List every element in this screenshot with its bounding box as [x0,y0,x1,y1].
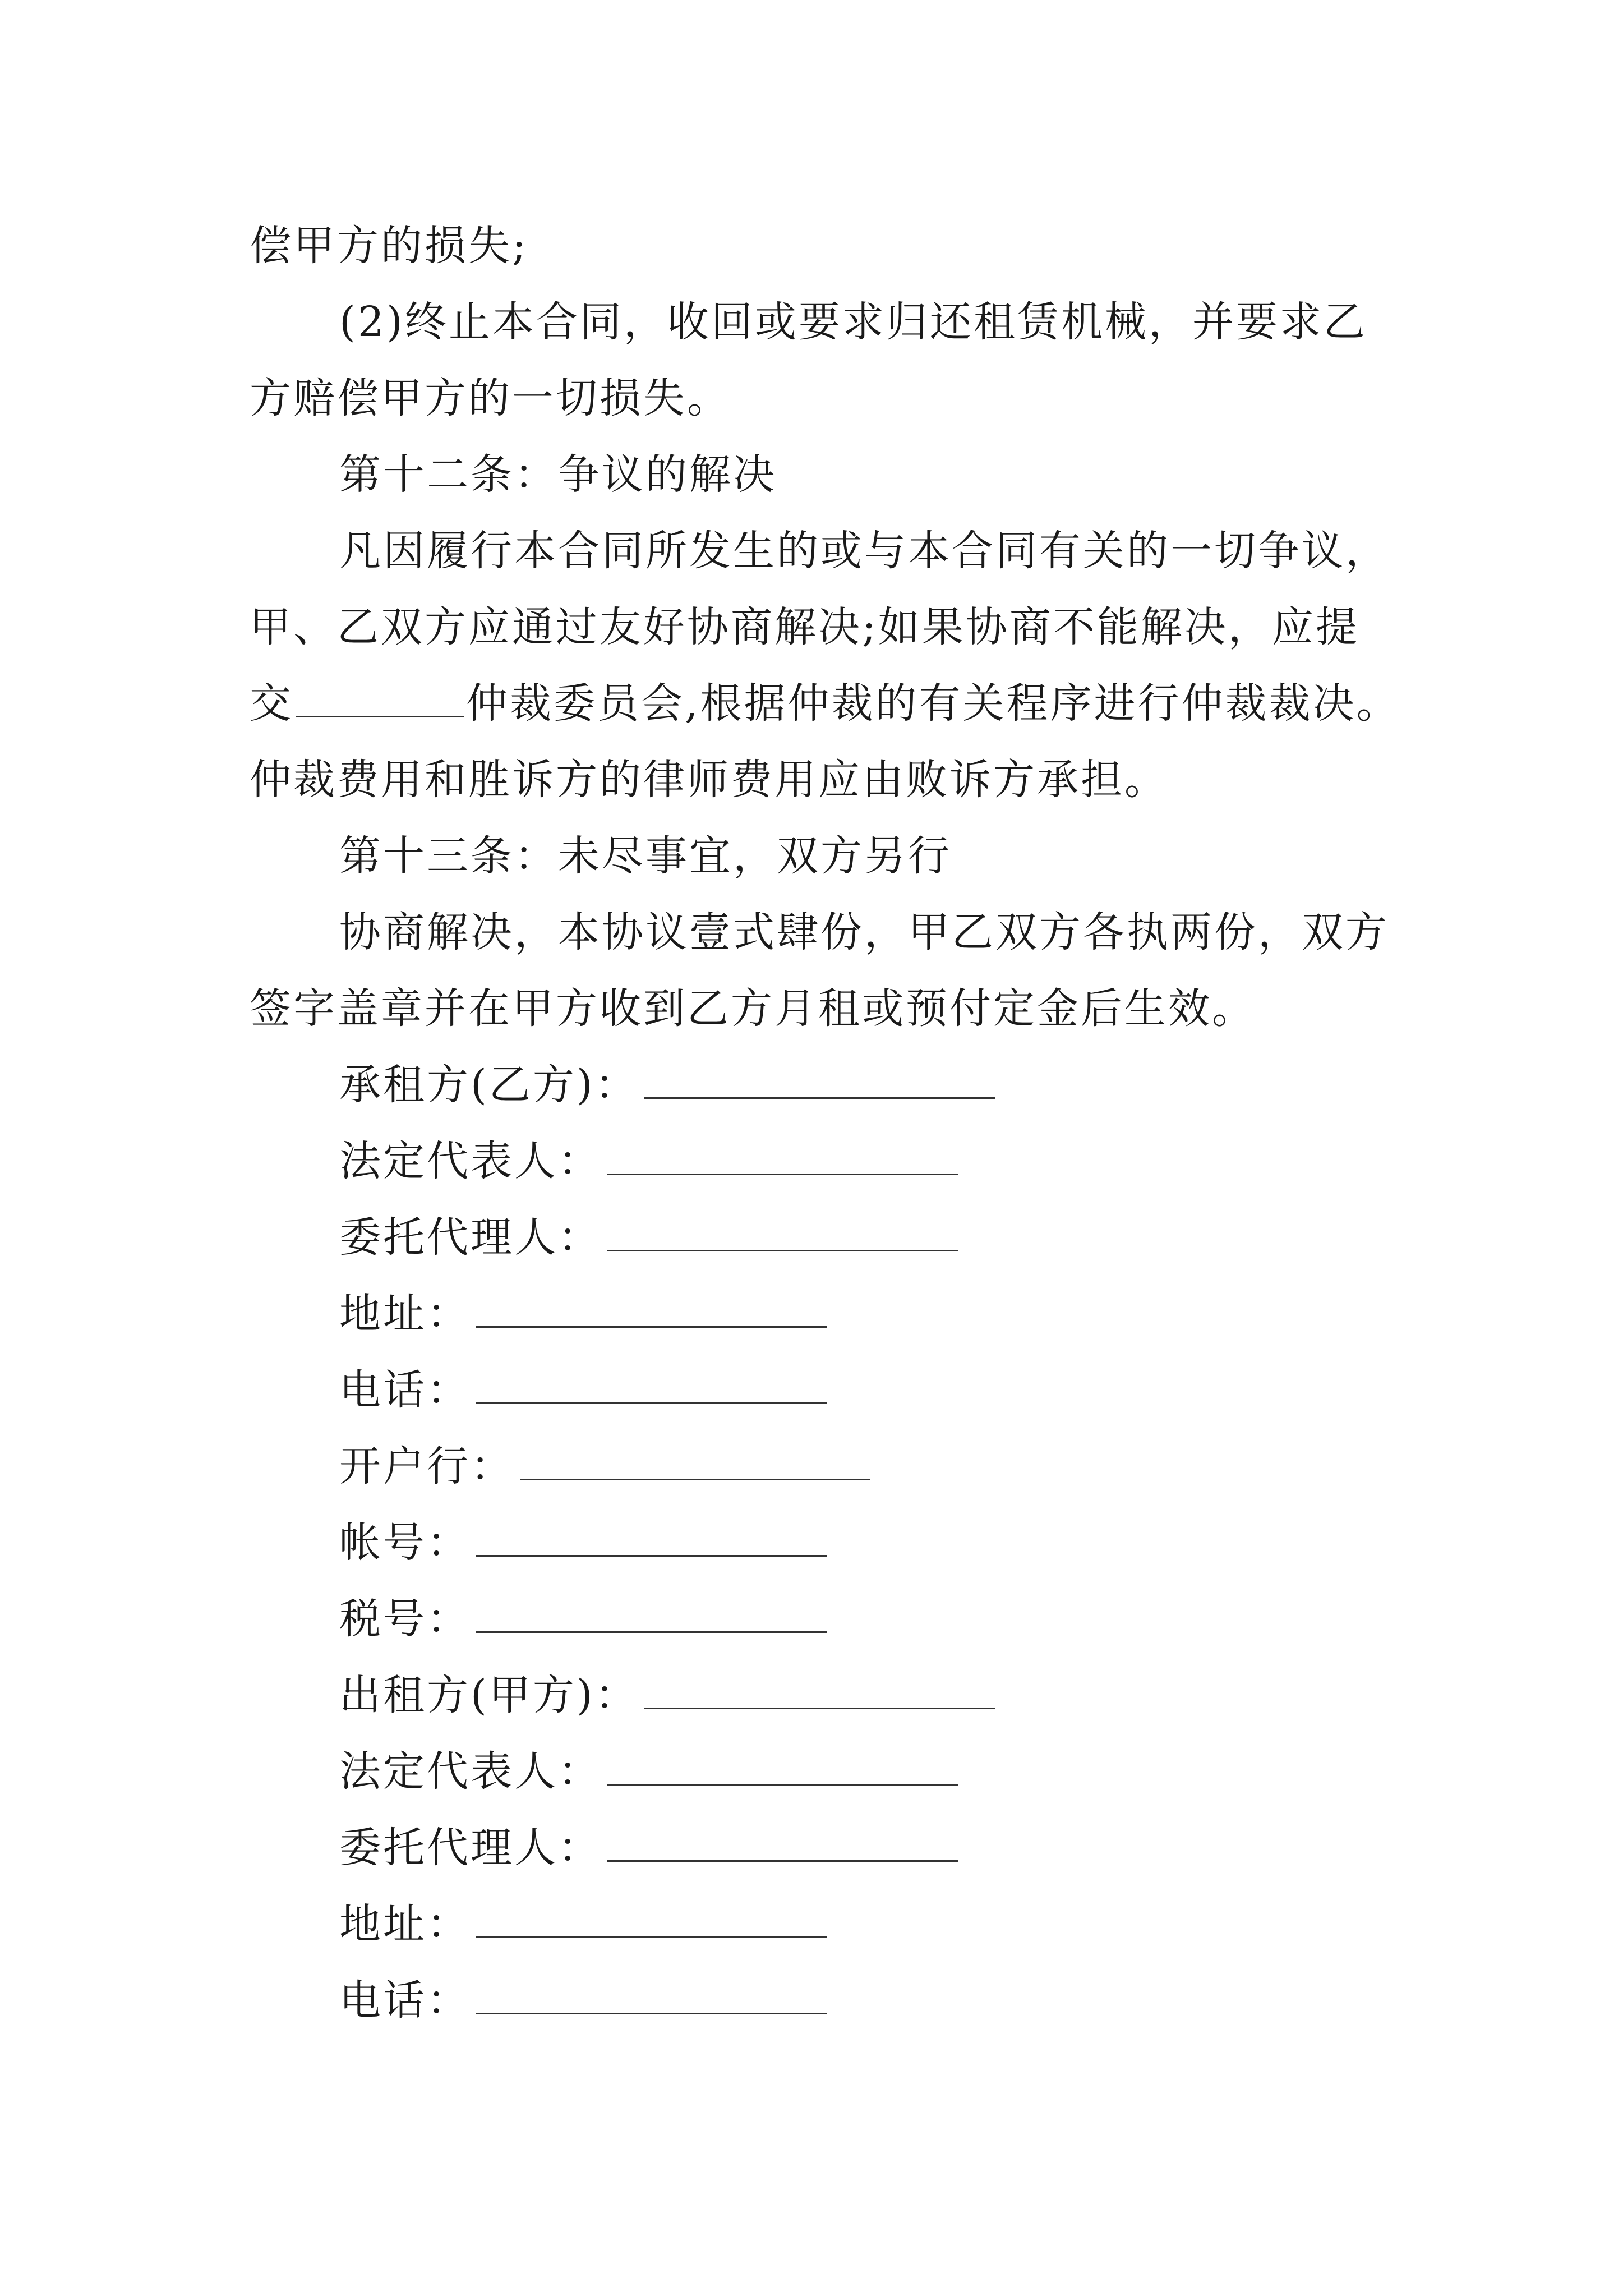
field-blank [476,1290,827,1328]
signature-field [250,1504,1394,1581]
field-label: 电话： [339,1366,471,1414]
field-label: 委托代理人： [339,1824,602,1872]
field-label: 法定代表人： [339,1137,602,1185]
field-label: 帐号： [339,1519,471,1567]
signature-field [250,1352,1394,1428]
field-label: 地址： [339,1290,471,1338]
section-heading-12: 第十二条：争议的解决 [339,450,777,499]
signature-field [250,1810,1394,1886]
field-label: 电话： [339,1976,471,2024]
field-blank [607,1824,958,1862]
body-line-start: 交 [250,679,293,728]
field-label: 承租方(乙方)： [339,1061,639,1109]
field-blank [607,1138,958,1175]
field-blank [520,1443,870,1480]
body-line-end: 仲裁委员会,根据仲裁的有关程序进行仲裁裁决。 [466,679,1400,728]
body-line-with-blank [250,665,1400,742]
field-label: 开户行： [339,1442,514,1490]
body-line: 协商解决，本协议壹式肆份，甲乙双方各执两份，双方 [339,908,1389,956]
field-blank [476,1519,827,1557]
field-label: 法定代表人： [339,1747,602,1796]
signature-field [250,1733,1394,1810]
field-blank [644,1061,995,1099]
section-heading-13: 第十三条：未尽事宜，双方另行 [339,832,952,880]
field-blank [644,1672,995,1709]
body-line: 签字盖章并在甲方收到乙方月租或预付定金后生效。 [250,984,1256,1033]
field-label: 出租方(甲方)： [339,1671,639,1719]
signature-field [250,1581,1394,1657]
arbitration-blank [296,680,464,717]
field-blank [607,1214,958,1251]
signature-field [250,1962,1394,2039]
field-blank [476,1977,827,2014]
body-line: 甲、乙双方应通过友好协商解决;如果协商不能解决，应提 [250,603,1359,651]
field-blank [607,1748,958,1786]
field-label: 税号： [339,1595,471,1643]
body-line: 方赔偿甲方的一切损失。 [250,374,731,422]
field-blank [476,1366,827,1404]
body-line: 偿甲方的损失; [250,222,528,270]
signature-field [250,1657,1394,1733]
signature-field [250,1276,1394,1352]
signature-field [250,1428,1394,1504]
field-blank [476,1595,827,1633]
field-label: 地址： [339,1900,471,1948]
contract-text [250,208,1400,2039]
signature-field [250,1886,1394,1962]
body-line: (2)终止本合同，收回或要求归还租赁机械，并要求乙 [339,298,1367,346]
body-line: 凡因履行本合同所发生的或与本合同有关的一切争议， [339,527,1389,575]
signature-field [250,1123,1394,1199]
signature-field [250,1199,1394,1276]
field-label: 委托代理人： [339,1213,602,1262]
body-line: 仲裁费用和胜诉方的律师费用应由败诉方承担。 [250,756,1168,804]
field-blank [476,1901,827,1938]
signature-field [250,1047,1394,1123]
